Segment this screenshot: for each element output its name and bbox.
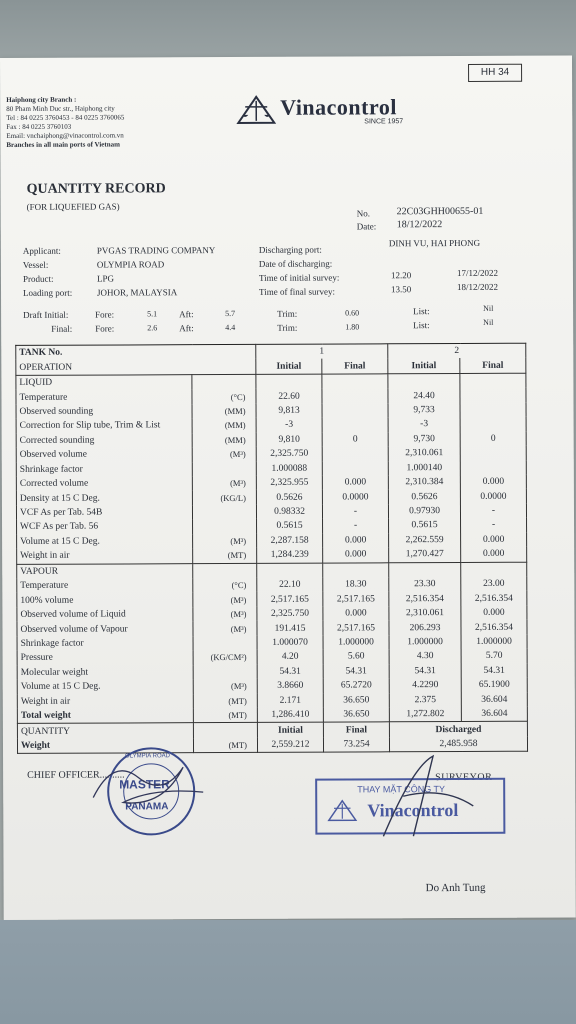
row-value [322,446,388,461]
row-value [460,460,526,475]
product-label: Product: [22,273,54,284]
quantity-table-body [16,343,528,753]
row-label: Observed sounding [16,404,192,419]
vinacontrol-scale-icon [236,95,276,125]
row-value [322,374,388,389]
initial-survey-label: Time of initial survey: [258,272,340,283]
brand-logo [236,94,404,130]
row-value: 23.30 [389,577,461,592]
row-value: 4.30 [389,649,461,664]
surveyor-name: Do Anh Tung [425,881,486,895]
row-label: Observed volume of Liquid [17,607,193,622]
row-value: 0.000 [323,606,389,621]
list-label-initial: List: [413,306,430,317]
quantity-final-header: Final [323,722,389,737]
row-unit [192,374,256,389]
discharging-port-value: DINH VU, HAI PHONG [388,237,481,249]
vinacontrol-stamp-brand: Vinacontrol [367,800,459,821]
row-value: 2.171 [257,693,323,708]
row-label: Molecular weight [17,665,193,680]
quantity-spacer [193,723,257,738]
row-value: 65.1900 [461,678,527,693]
row-value: - [323,519,389,534]
product-value: LPG [96,273,115,284]
row-value: 24.40 [388,388,460,403]
list-label-final: List: [413,320,430,331]
stamp-scale-icon [327,798,357,822]
master-stamp-vessel: OLYMPIA ROAD [125,753,170,760]
final-survey-date: 18/12/2022 [456,281,499,293]
row-value: 36.604 [461,707,527,722]
row-value: 0.98332 [256,504,322,519]
row-value: 5.60 [323,649,389,664]
row-label: Volume at 15 C Deg. [17,534,193,549]
chief-officer-signature [83,747,213,828]
brand-name: Vinacontrol [280,94,398,120]
row-value: 0.5615 [257,519,323,534]
row-label: Weight in air [17,548,193,564]
tank-2-final-header: Final [460,358,526,373]
tank-2-header: 2 [388,343,526,359]
row-value: 9,730 [388,432,460,447]
row-value: 3.8660 [257,679,323,694]
applicant-label: Applicant: [22,245,61,256]
row-value: 2,517.165 [323,621,389,636]
row-value: 0.000 [461,606,527,621]
row-value [256,374,322,389]
row-unit [192,461,256,476]
row-value: 0.5626 [256,490,322,505]
row-value: 54.31 [461,663,527,678]
row-value [460,388,526,403]
row-value: 0.0000 [460,489,526,504]
row-value: 0.000 [461,547,527,562]
row-value: 22.60 [256,389,322,404]
row-label: Observed volume of Vapour [17,621,193,636]
tank-label: TANK No. [16,344,256,360]
row-unit: (MT) [193,693,257,708]
row-value: - [460,504,526,519]
trim-label-final: Trim: [277,322,298,333]
row-unit: (°C) [193,578,257,593]
row-unit [193,563,257,578]
row-label: Observed volume [16,447,192,462]
row-value: 9,810 [256,432,322,447]
draft-final-fore: 2.6 [147,323,158,333]
row-value [257,563,323,578]
row-unit: (KG/CM²) [193,650,257,665]
quantity-weight-label: Weight [17,738,193,754]
draft-fore-label: Fore: [95,309,115,320]
list-final: Nil [483,317,494,327]
no-value: 22C03GHH00655-01 [396,205,484,218]
row-label: Shrinkage factor [16,462,192,477]
row-value: 1.000000 [323,635,389,650]
row-value: 36.604 [461,692,527,707]
date-label: Date: [356,221,377,232]
quantity-table [15,343,528,754]
row-value: 65.2720 [323,678,389,693]
loading-port-label: Loading port: [23,287,73,298]
row-label: WCF As per Tab. 56 [17,519,193,534]
branch-fax: Fax : 84 0225 3760103 [6,122,72,131]
row-unit: (MT) [193,548,257,563]
row-unit: (KG/L) [192,490,256,505]
quantity-discharged-value: 2,485.958 [389,737,527,753]
row-label: Pressure [17,650,193,665]
row-value: 9,813 [256,403,322,418]
date-value: 18/12/2022 [396,219,443,231]
row-value: 0.000 [460,475,526,490]
row-value: 2.375 [389,692,461,707]
draft-fore-label-final: Fore: [95,323,115,334]
row-value: 1,270.427 [389,547,461,562]
vinacontrol-stamp-caption: THAY MẶT CÔNG TY [357,784,446,795]
row-label: Weight in air [17,694,193,709]
quantity-final-value: 73.254 [323,737,389,752]
branch-info [6,95,124,150]
final-survey-label: Time of final survey: [259,286,335,297]
quantity-weight-unit: (MT) [193,738,257,753]
chief-officer-label: CHIEF OFFICER.......... [27,769,125,781]
branch-name: Haiphong city Branch : [6,95,77,104]
branch-address: 80 Pham Minh Duc str., Haiphong city [6,104,115,113]
row-value: 0 [322,432,388,447]
row-value [389,562,461,577]
row-label: VAPOUR [17,563,193,579]
row-value: 2,325.955 [256,476,322,491]
row-unit [192,505,256,520]
row-label: LIQUID [16,375,192,391]
master-stamp-panama: PANAMA [125,801,169,813]
draft-initial-label: Draft Initial: [23,309,69,320]
row-value: 0.000 [323,533,389,548]
draft-aft-label-final: Aft: [179,323,194,334]
row-unit [193,636,257,651]
row-value [460,402,526,417]
vessel-value: OLYMPIA ROAD [96,259,165,270]
row-unit: (MT) [193,708,257,723]
row-label: Temperature [16,389,192,404]
row-value: 5.70 [461,649,527,664]
list-initial: Nil [483,303,494,313]
vessel-label: Vessel: [22,259,49,270]
quantity-discharged-header: Discharged [389,722,527,738]
row-value [322,461,388,476]
applicant-value: PVGAS TRADING COMPANY [96,245,216,256]
row-value: 9,733 [388,403,460,418]
draft-initial-fore: 5.1 [147,309,158,319]
row-unit: (°C) [192,389,256,404]
background-surface [0,920,576,1024]
row-value: 1,286.410 [257,708,323,723]
row-value [322,403,388,418]
row-value [461,562,527,577]
quantity-initial-header: Initial [257,722,323,737]
tank-2-initial-header: Initial [388,358,460,373]
draft-final-label: Final: [51,323,73,334]
row-label: Corrected volume [16,476,192,491]
row-value: 0.5626 [388,489,460,504]
row-value: 2,287.158 [257,533,323,548]
row-value: 1,272.802 [389,707,461,722]
draft-aft-label: Aft: [179,309,194,320]
discharging-port-label: Discharging port: [258,244,322,255]
row-unit: (MM) [192,418,256,433]
row-label: VCF As per Tab. 54B [16,505,192,520]
row-label: Density at 15 C Deg. [16,491,192,506]
initial-survey-date: 17/12/2022 [456,267,498,279]
row-value: 206.293 [389,620,461,635]
quantity-label: QUANTITY [17,723,193,739]
branch-ports: Branches in all main ports of Vietnam [6,140,120,149]
row-unit: (MM) [192,404,256,419]
document-page [0,56,576,920]
row-label: Correction for Slip tube, Trim & List [16,418,192,433]
row-value: 2,262.559 [389,533,461,548]
row-value: 54.31 [323,664,389,679]
row-unit: (M³) [192,447,256,462]
row-value: 4.2290 [389,678,461,693]
tank-1-final-header: Final [322,359,388,374]
row-value: 18.30 [323,577,389,592]
row-value: 0.5615 [389,518,461,533]
row-unit [193,519,257,534]
branch-email: Email: vnchaiphong@vinacontrol.com.vn [6,131,124,140]
row-label: Volume at 15 C Deg. [17,679,193,694]
quantity-initial-value: 2,559.212 [257,737,323,752]
row-value: 191.415 [257,621,323,636]
date-discharging-label: Date of discharging: [258,258,333,269]
row-value: 2,310.061 [389,606,461,621]
row-value: -3 [256,418,322,433]
row-value: 0.000 [323,547,389,562]
draft-initial-aft: 5.7 [225,308,236,319]
row-value [323,562,389,577]
row-value: 2,310.384 [388,475,460,490]
row-value: 1.000000 [389,635,461,650]
row-value: 36.650 [323,707,389,722]
row-value: - [461,518,527,533]
row-value [460,373,526,388]
row-value: 23.00 [461,577,527,592]
row-value: 22.10 [257,578,323,593]
row-value: 2,516.354 [461,591,527,606]
row-value: 36.650 [323,693,389,708]
row-value: 54.31 [389,664,461,679]
row-value: 2,516.354 [461,620,527,635]
row-unit: (M³) [193,621,257,636]
initial-survey-time: 12.20 [390,270,412,281]
row-value: - [322,504,388,519]
brand-since: SINCE 1957 [364,118,404,126]
tank-1-header: 1 [256,344,388,360]
row-unit: (M³) [193,534,257,549]
row-value: 0.000 [461,532,527,547]
row-value: 2,517.165 [257,592,323,607]
row-value: 4.20 [257,650,323,665]
row-unit [193,665,257,680]
row-label: Total weight [17,708,193,724]
row-unit: (M³) [193,607,257,622]
draft-final-aft: 4.4 [225,322,236,333]
row-value: 2,516.354 [389,591,461,606]
branch-tel: Tel : 84 0225 3760453 - 84 0225 3760065 [6,113,125,122]
row-value [322,417,388,432]
row-value: 1.000140 [388,460,460,475]
row-value [322,389,388,404]
row-value: 1.000070 [257,635,323,650]
row-value: 2,325.750 [256,447,322,462]
document-title: QUANTITY RECORD [26,181,166,197]
row-value: 1.000088 [256,461,322,476]
row-value: 2,325.750 [257,606,323,621]
row-value [460,446,526,461]
row-label: Temperature [17,578,193,593]
row-unit: (MM) [192,433,256,448]
row-value: 2,517.165 [323,592,389,607]
document-subtitle: (FOR LIQUEFIED GAS) [26,201,120,212]
tank-1-initial-header: Initial [256,359,322,374]
chief-officer-text: CHIEF OFFICER [27,769,100,781]
no-label: No. [356,208,370,219]
row-unit: (M³) [192,476,256,491]
row-unit: (M³) [193,679,257,694]
trim-label-initial: Trim: [277,308,298,319]
row-value: -3 [388,417,460,432]
row-value: 1,284.239 [257,548,323,563]
surveyor-signature [363,746,483,847]
master-stamp-master: MASTER [119,777,170,792]
row-value [460,417,526,432]
final-survey-time: 13.50 [390,284,412,295]
row-label: Corrected sounding [16,433,192,448]
row-value: 54.31 [257,664,323,679]
row-value: 2,310.061 [388,446,460,461]
row-value: 1.000000 [461,634,527,649]
row-value: 0.000 [322,475,388,490]
doc-code-box: HH 34 [468,64,522,82]
row-label: Shrinkage factor [17,636,193,651]
operation-label: OPERATION [16,359,256,375]
trim-final: 1.80 [345,322,360,332]
row-value: 0 [460,431,526,446]
row-value [388,373,460,388]
row-unit: (M³) [193,592,257,607]
trim-initial: 0.60 [345,308,360,318]
row-value: 0.0000 [322,490,388,505]
row-label: 100% volume [17,593,193,608]
loading-port-value: JOHOR, MALAYSIA [97,287,178,298]
row-value: 0.97930 [388,504,460,519]
surveyor-label: SURVEYOR [435,771,493,784]
